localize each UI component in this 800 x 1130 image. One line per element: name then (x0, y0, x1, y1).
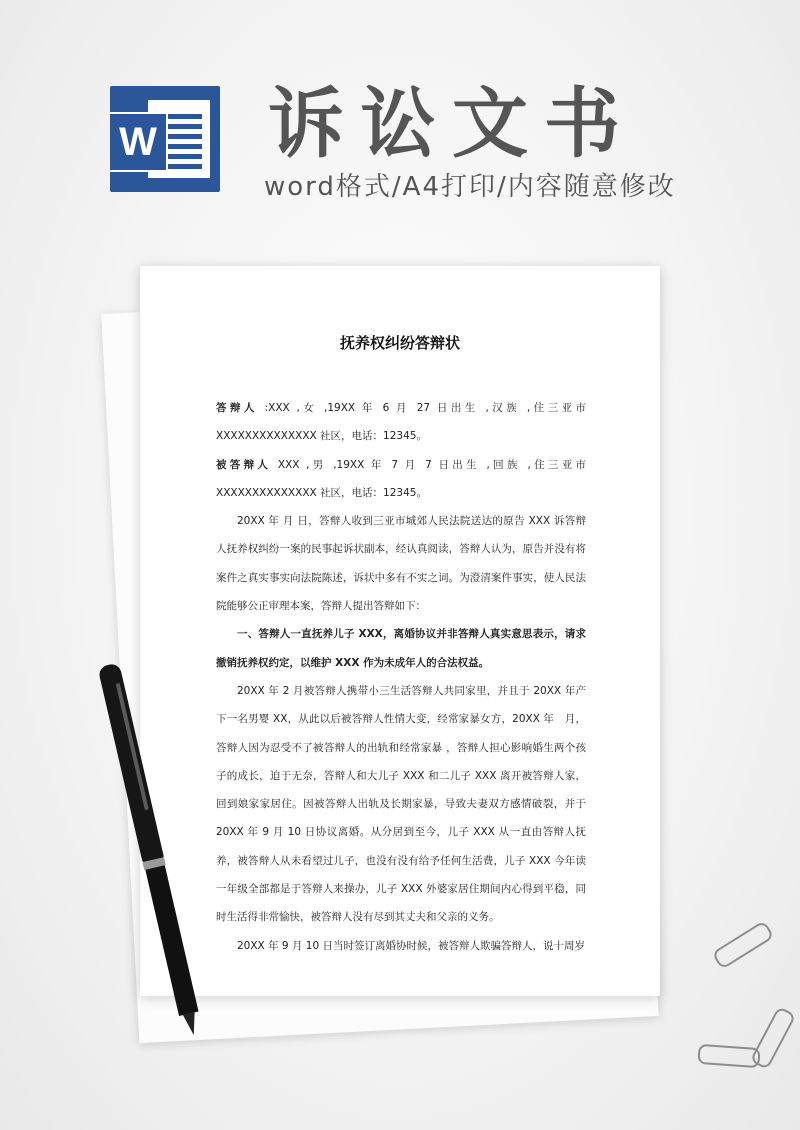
defendant-paragraph (216, 451, 586, 508)
paperclip-icon (711, 920, 774, 970)
paperclip-icon (697, 1044, 760, 1068)
defendant-text: XXX ,男 ,19XX 年 7 月 7 日出生 ,回族 ,住三亚市 XXXXXXXXXXXXXX 社区，电话：12345。 (216, 458, 587, 499)
page-subtitle: word格式/A4打印/内容随意修改 (264, 172, 676, 202)
section-heading-1: 一、答辩人一直抚养儿子 XXX，离婚协议并非答辩人真实意思表示，请求撤销抚养权约定，以维护 XXX 作为未成年人的合法权益。 (216, 628, 586, 669)
respondent-text: :XXX ,女 ,19XX 年 6 月 27 日出生 ,汉族 ,住三亚市 XXXXXXXXXXXXXX 社区，电话：12345。 (216, 402, 587, 443)
word-letter-icon: W (110, 112, 168, 172)
agreement-paragraph: 20XX 年 9 月 10 日当时签订离婚协时候，被答辩人欺骗答辩人，说十周岁 (237, 939, 585, 952)
respondent-label: 答辩人 (216, 402, 258, 414)
intro-paragraph: 20XX 年 月 日，答辩人收到三亚市城郊人民法院送达的原告 XXX 诉答辩人抚养权纠纷一案的民事起诉状副本，经认真阅读，答辩人认为，原告并没有将案件之真实事实向法院陈述，诉状中多有不实之词。为澄清案件事实，使人民法院能够公正审理本案，答辩人提出答辩如下： (216, 515, 586, 613)
word-logo (110, 86, 220, 192)
document-title: 抚养权纠纷答辩状 (339, 334, 460, 352)
document-body (216, 394, 586, 960)
defendant-label: 被答辩人 (216, 458, 272, 471)
respondent-paragraph (216, 394, 586, 451)
facts-paragraph: 20XX 年 2 月被答辩人携带小三生活答辩人共同家里，并且于 20XX 年产下一名男婴 XX，从此以后被答辩人性情大变，经常家暴女方，20XX 年 月，答辩人因为忍受不了被答辩人的出轨和经常家暴 ，答辩人担心影响婚生两个孩子的成长，迫于无奈，答辩人和大儿子 XXX 和二儿子 XXX 离开被答辩人家，回到娘家家居住。因被答辩人出轨及长期家暴，导致夫妻双方感情破裂，并于 20XX 年 9 月 10 日协议离婚。从分居到至今，儿子 XXX 从一直由答辩人抚养，被答辩人从未看望过儿子，也没有没有给予任何生活费，儿子 XXX 今年读一年级全部都是于答辩人来操办，儿子 XXX 外婆家居住期间内心得到平稳，同时生活得非常愉快，被答辩人没有尽到其丈夫和父亲的义务。 (216, 684, 586, 924)
document-sheet (140, 266, 660, 996)
page-title: 诉讼文书 (268, 79, 636, 168)
